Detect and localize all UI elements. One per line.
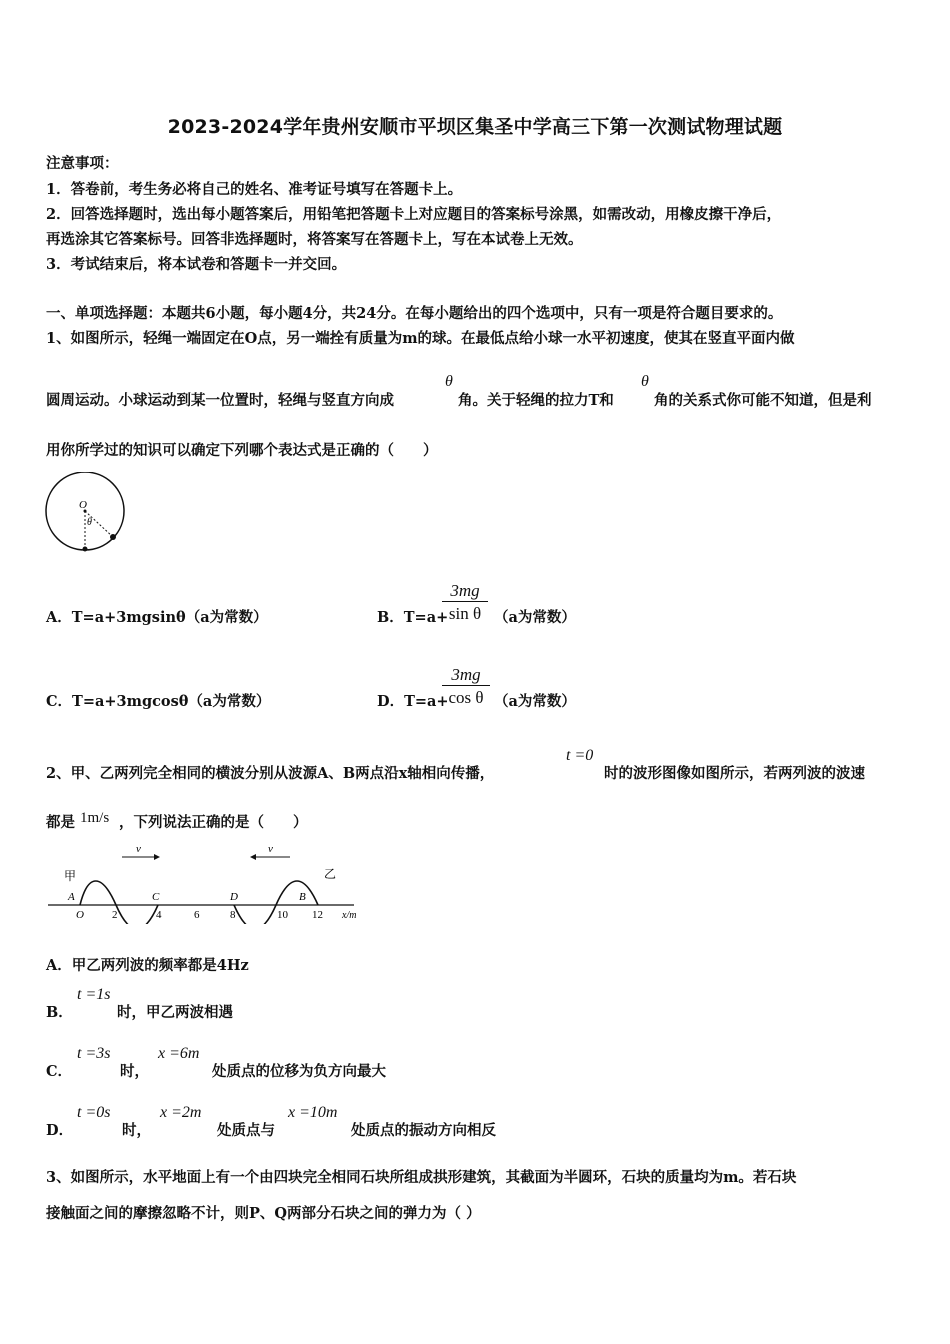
- q1-theta-2: θ: [641, 373, 649, 390]
- arrow-left-icon: [250, 854, 256, 860]
- label-B: B: [299, 891, 306, 903]
- label-D: D: [230, 891, 238, 903]
- tick-2: 2: [112, 909, 118, 921]
- q3-line1: 3、如图所示，水平地面上有一个由四块完全相同石块所组成拱形建筑，其截面为半圆环，石块的质量均为m。若石块: [46, 1169, 797, 1186]
- q2-option-d-math3: x =10m: [288, 1104, 338, 1121]
- section-heading: 一、单项选择题：本题共6小题，每小题4分，共24分。在每小题给出的四个选项中，只有一项是符合题目要求的。: [46, 305, 783, 322]
- notice-item-1: 1．答卷前，考生务必将自己的姓名、准考证号填写在答题卡上。: [46, 181, 463, 198]
- x-axis-label: x/m: [342, 910, 357, 921]
- q2-option-b-suffix: 时，甲乙两波相遇: [117, 1004, 233, 1021]
- q1-option-d-numerator: 3mg: [451, 665, 481, 684]
- q2-option-d-mid2: 处质点与: [217, 1122, 275, 1139]
- q1-line2c: 角的关系式你可能不知道，但是利: [654, 392, 872, 409]
- tick-12: 12: [312, 909, 323, 921]
- q2-wave-figure: [44, 840, 374, 924]
- notice-item-2-cont: 再选涂其它答案标号。回答非选择题时，将答案写在答题卡上，写在本试卷上无效。: [46, 231, 583, 248]
- q2-option-c-math1: t =3s: [77, 1045, 111, 1062]
- notice-item-3: 3．考试结束后，将本试卷和答题卡一并交回。: [46, 256, 347, 273]
- q1-option-b-fraction: [442, 581, 488, 624]
- q1-circle-figure: [40, 472, 132, 556]
- label-v1: v: [136, 843, 141, 855]
- q2-line1b: 时的波形图像如图所示，若两列波的波速: [604, 765, 865, 782]
- q2-option-b-prefix: B．: [46, 1004, 73, 1021]
- q2-option-d-suffix: 处质点的振动方向相反: [351, 1122, 496, 1139]
- tick-8: 8: [230, 909, 236, 921]
- tick-4: 4: [156, 909, 162, 921]
- q1-line2b: 角。关于轻绳的拉力T和: [458, 392, 614, 409]
- label-yi: 乙: [324, 867, 337, 881]
- q1-line2a: 圆周运动。小球运动到某一位置时，轻绳与竖直方向成: [46, 392, 394, 409]
- q2-option-c-mid: 时，: [120, 1063, 149, 1080]
- q2-option-d-mid1: 时，: [122, 1122, 151, 1139]
- q2-t0: t =0: [566, 747, 594, 764]
- q3-line2: 接触面之间的摩擦忽略不计，则P、Q两部分石块之间的弹力为（ ）: [46, 1205, 481, 1222]
- q2-line2a: 都是: [46, 814, 75, 831]
- label-C: C: [152, 891, 160, 903]
- tick-10: 10: [277, 909, 288, 921]
- q2-line2b: ，下列说法正确的是（ ）: [119, 814, 308, 831]
- label-A: A: [68, 891, 75, 903]
- q1-line1: 1、如图所示，轻绳一端固定在O点，另一端拴有质量为m的球。在最低点给小球一水平初速度，使其在竖直平面内做: [46, 330, 795, 347]
- tick-O: O: [76, 909, 84, 921]
- bottom-point: [83, 547, 88, 552]
- ball: [110, 534, 116, 540]
- q1-option-d-prefix: D．T=a+: [377, 693, 449, 710]
- q1-option-b-prefix: B．T=a+: [377, 609, 449, 626]
- notice-heading: 注意事项：: [46, 155, 119, 172]
- label-theta: θ: [87, 517, 92, 528]
- q1-option-d-suffix: （a为常数）: [494, 693, 576, 710]
- q2-option-b-math: t =1s: [77, 986, 111, 1003]
- q2-option-a: A．甲乙两列波的频率都是4Hz: [46, 957, 249, 974]
- q2-option-c-math2: x =6m: [158, 1045, 200, 1062]
- q1-option-b-suffix: （a为常数）: [494, 609, 576, 626]
- page-title: 2023-2024学年贵州安顺市平坝区集圣中学高三下第一次测试物理试题: [167, 116, 783, 138]
- label-O: O: [79, 499, 87, 511]
- q2-option-c-prefix: C．: [46, 1063, 73, 1080]
- q1-option-d-denominator: cos θ: [442, 685, 490, 708]
- q1-line3: 用你所学过的知识可以确定下列哪个表达式是正确的（ ）: [46, 442, 438, 459]
- label-jia: 甲: [64, 869, 77, 883]
- q1-option-b-denominator: sin θ: [442, 601, 488, 624]
- q2-option-d-math2: x =2m: [160, 1104, 202, 1121]
- notice-item-2: 2．回答选择题时，选出每小题答案后，用铅笔把答题卡上对应题目的答案标号涂黑，如需改动，用橡皮擦干净后，: [46, 206, 782, 223]
- q2-option-c-suffix: 处质点的位移为负方向最大: [212, 1063, 386, 1080]
- label-v2: v: [268, 843, 273, 855]
- tick-6: 6: [194, 909, 200, 921]
- q1-theta-1: θ: [445, 373, 453, 390]
- q1-option-c: C．T=a+3mgcosθ（a为常数）: [46, 693, 271, 710]
- wave-jia: [80, 881, 158, 924]
- arrow-right-icon: [154, 854, 160, 860]
- q2-option-d-prefix: D．: [46, 1122, 74, 1139]
- q1-option-b-numerator: 3mg: [450, 581, 480, 600]
- q2-speed: 1m/s: [80, 810, 110, 826]
- q1-option-d-fraction: [442, 665, 490, 708]
- q2-option-d-math1: t =0s: [77, 1104, 111, 1121]
- q1-option-a: A．T=a+3mgsinθ（a为常数）: [46, 609, 268, 626]
- q2-line1a: 2、甲、乙两列完全相同的横波分别从波源A、B两点沿x轴相向传播，: [46, 765, 495, 782]
